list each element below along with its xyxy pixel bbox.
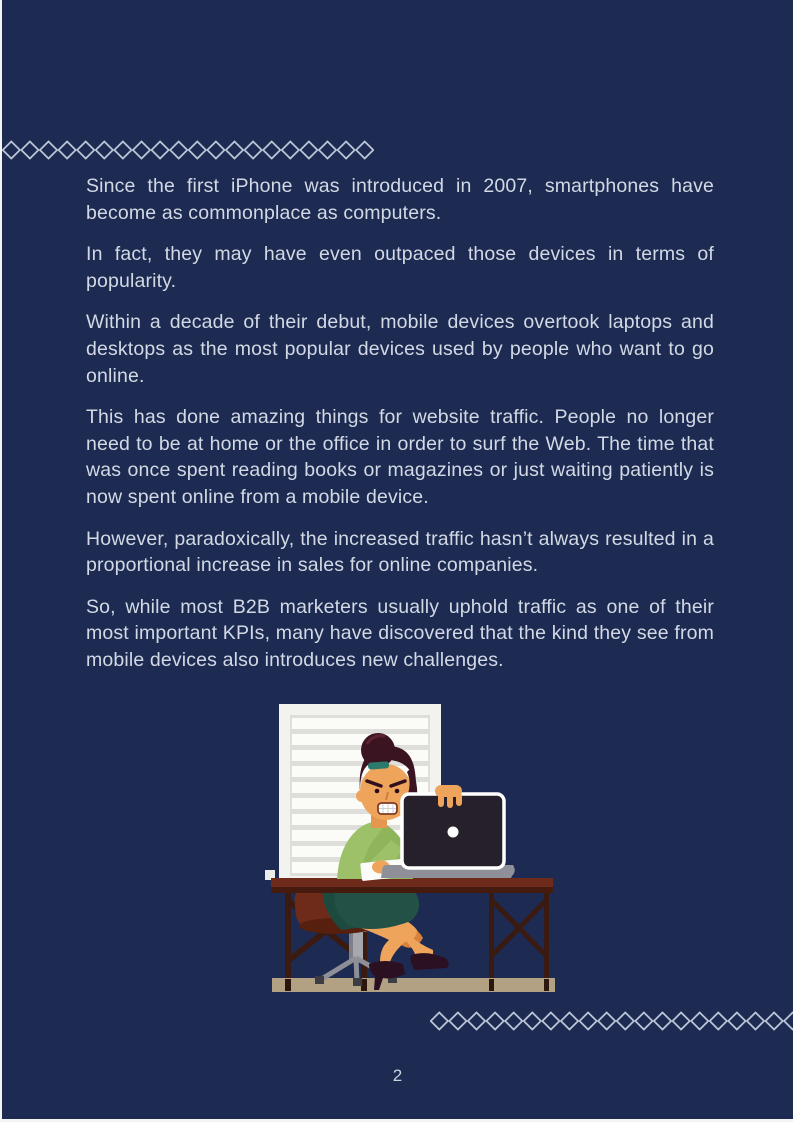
paragraph-4: This has done amazing things for website traffic. People no longer need to be at home or the office in order to surf the Web. The time that was once spent reading books or magazines or just waiting patiently is now spent online from a mobile device. [86,406,714,508]
diamond-chain-border-bottom [430,1011,793,1031]
laptop-graphic [381,785,515,878]
floor-graphic [272,978,555,992]
paragraph-1: Since the first iPhone was introduced in 2007, smartphones have become as commonplace as computers. [86,175,714,224]
paragraph-3: Within a decade of their debut, mobile devices overtook laptops and desktops as the most popular devices used by people who want to go online. [86,311,714,387]
page-number: 2 [392,1066,403,1085]
paragraph-6: So, while most B2B marketers usually uphold traffic as one of their most important KPIs, many have discovered that the kind they see from mobile devices also introduces new challenges. [86,595,714,671]
paragraph-2: In fact, they may have even outpaced those devices in terms of popularity. [86,243,714,292]
paragraph-5: However, paradoxically, the increased traffic hasn’t always resulted in a proportional increase in sales for online companies. [86,527,714,577]
body-text [86,173,714,689]
frustrated-woman-at-laptop-illustration [265,700,557,996]
diamond-chain-border-top [2,140,374,160]
